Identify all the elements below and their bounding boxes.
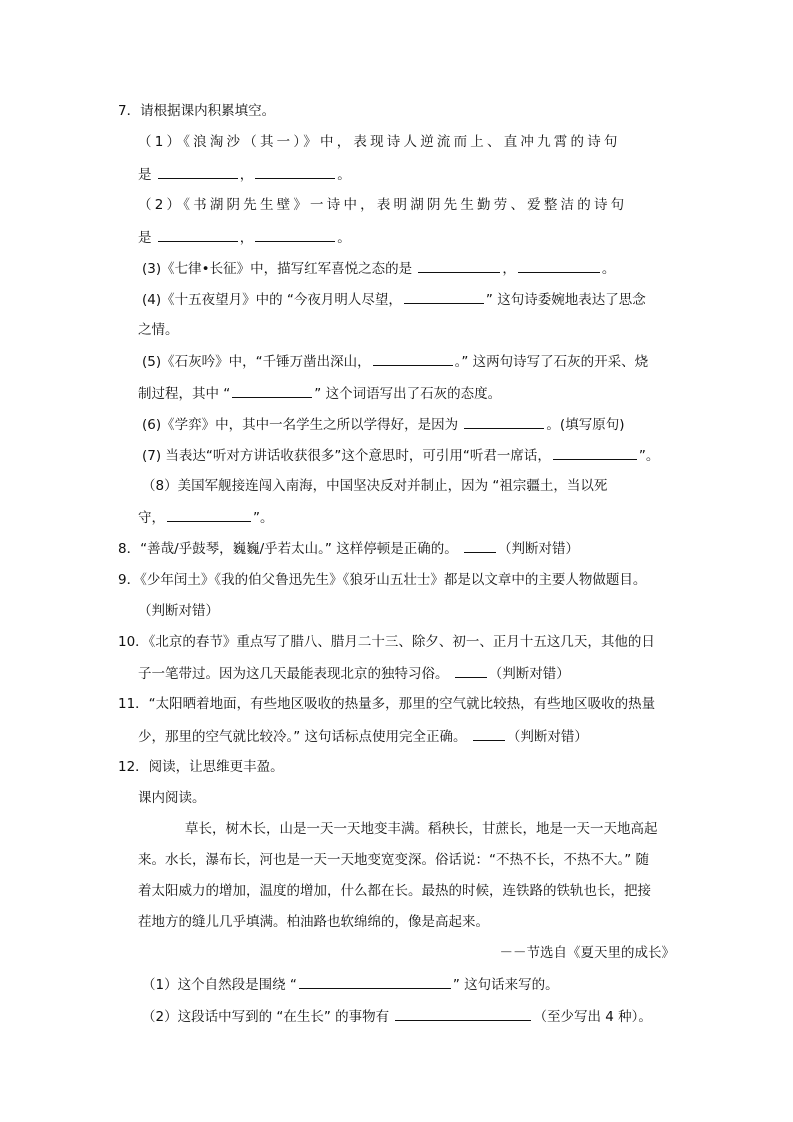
q12-sub2: （2）这段话中写到的 “在生长” 的事物有 （至少写出 4 种）。 (142, 1006, 652, 1027)
q7-part2-line1: （2）《书湖阴先生壁》一诗中，表明湖阴先生勤劳、爱整洁的诗句 (138, 197, 628, 213)
answer-blank[interactable] (518, 258, 600, 273)
answer-blank[interactable] (255, 164, 335, 179)
q10-line2: 子一笔带过。因为这几天最能表现北京的独特习俗。 （判断对错） (138, 663, 570, 684)
q7-part7: (7) 当表达“听对方讲话收获很多”这个意思时，可引用“听君一席话， ”。 (142, 445, 659, 466)
judge-blank[interactable] (473, 726, 505, 741)
q12-sub1: （1）这个自然段是围绕 “ ” 这句话来写的。 (142, 974, 559, 995)
answer-blank[interactable] (167, 507, 251, 522)
q7-part2-line2: 是 ， 。 (138, 227, 351, 248)
passage-line: 茬地方的缝儿几乎填满。柏油路也软绵绵的，像是高起来。 (138, 914, 489, 930)
passage-line: 来。水长，瀑布长，河也是一天一天地变宽变深。俗话说：“不热不长，不热不大。” 随 (138, 852, 650, 868)
passage-line: 着太阳威力的增加，温度的增加，什么都在长。最热的时候，连铁路的铁轨也长，把接 (138, 883, 651, 899)
q7-part8-line2: 守， ”。 (138, 507, 274, 528)
answer-blank[interactable] (404, 289, 484, 304)
answer-blank[interactable] (158, 227, 238, 242)
answer-blank[interactable] (255, 227, 335, 242)
q12-subtitle: 课内阅读。 (138, 790, 206, 806)
answer-blank[interactable] (232, 383, 312, 398)
q7-part5-line2: 制过程，其中 “ ” 这个词语写出了石灰的态度。 (138, 383, 501, 404)
answer-blank[interactable] (299, 974, 451, 989)
q11-line2: 少，那里的空气就比较冷。” 这句话标点使用完全正确。 （判断对错） (138, 726, 588, 747)
q10-line1: 10．《北京的春节》重点写了腊八、腊月二十三、除夕、初一、正月十五这几天，其他的日 (118, 634, 655, 650)
q7-part6: (6)《学弈》中，其中一名学生之所以学得好，是因为 。(填写原句) (142, 414, 624, 435)
passage-line: 草长，树木长，山是一天一天地变丰满。稻秧长，甘蔗长，地是一天一天地高起 (185, 821, 658, 837)
q11-line1: 11．“太阳晒着地面，有些地区吸收的热量多，那里的空气就比较热，有些地区吸收的热量 (118, 696, 656, 712)
q9-line1: 9．《少年闰土》《我的伯父鲁迅先生》《狼牙山五壮士》都是以文章中的主要人物做题目。 (118, 572, 647, 588)
q7-part1-line1: （1）《浪淘沙（其一）》中，表现诗人逆流而上、直冲九霄的诗句 (138, 134, 621, 150)
answer-blank[interactable] (418, 258, 500, 273)
q9-line2: （判断对错） (138, 603, 219, 619)
passage-source: －－节选自《夏天里的成长》 (499, 945, 675, 961)
answer-blank[interactable] (373, 351, 453, 366)
q7-part4-line2: 之情。 (138, 322, 179, 338)
q8: 8．“善哉/乎鼓琴，巍巍/乎若太山。” 这样停顿是正确的。 （判断对错） (118, 538, 579, 559)
q7-part8-line1: （8）美国军舰接连闯入南海，中国坚决反对并制止，因为 “祖宗疆土，当以死 (142, 478, 608, 494)
answer-blank[interactable] (464, 414, 544, 429)
q7-part3: (3)《七律•长征》中，描写红军喜悦之态的是 ， 。 (142, 258, 615, 279)
judge-blank[interactable] (464, 538, 496, 553)
q12-title: 12．阅读，让思维更丰盈。 (118, 759, 284, 775)
answer-blank[interactable] (395, 1006, 531, 1021)
judge-blank[interactable] (455, 663, 487, 678)
q7-title: 7．请根据课内积累填空。 (118, 103, 276, 119)
q7-part5-line1: (5)《石灰吟》中，“千锤万凿出深山， 。” 这两句诗写了石灰的开采、烧 (142, 351, 648, 372)
answer-blank[interactable] (158, 164, 238, 179)
q7-part4-line1: (4)《十五夜望月》中的 “今夜月明人尽望， ” 这句诗委婉地表达了思念 (142, 289, 646, 310)
answer-blank[interactable] (553, 445, 637, 460)
q7-part1-line2: 是 ， 。 (138, 164, 351, 185)
